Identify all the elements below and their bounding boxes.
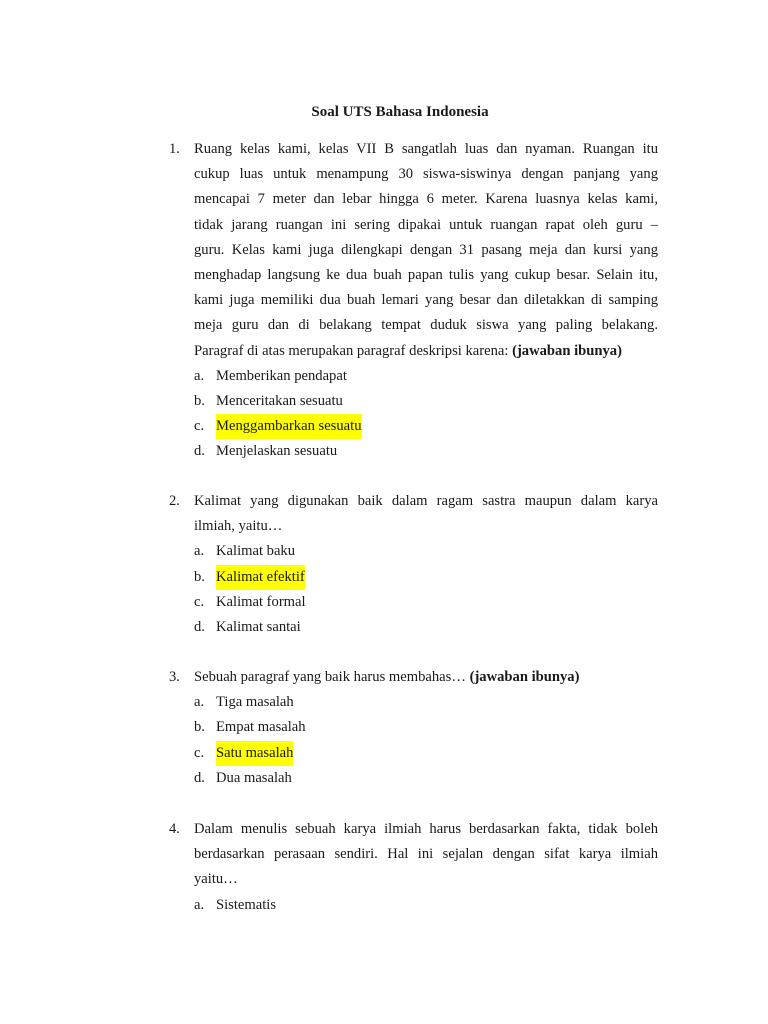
question-text <box>194 665 658 690</box>
option-text: Kalimat santai <box>216 618 301 635</box>
question-line: berdasarkan perasaan sendiri. Hal ini sejalan dengan sifat karya ilmiah <box>194 846 658 863</box>
question-3 <box>169 665 658 791</box>
option-letter: d. <box>194 443 205 460</box>
question-prompt-text: Sebuah paragraf yang baik harus membahas… <box>194 669 470 685</box>
question-line: guru. Kelas kami juga dilengkapi dengan 31 pasang meja dan kursi yang <box>194 241 658 258</box>
question-line: Dalam menulis sebuah karya ilmiah harus berdasarkan fakta, tidak boleh <box>194 821 658 837</box>
question-prompt: yaitu… <box>194 871 238 888</box>
option-c <box>194 414 658 439</box>
option-letter: a. <box>194 543 205 560</box>
option-a <box>194 690 658 715</box>
question-line: mencapai 7 meter dan lebar hingga 6 meter. Karena luasnya kelas kami, <box>194 191 658 208</box>
option-text: Empat masalah <box>216 719 306 736</box>
question-2 <box>169 489 658 640</box>
option-b <box>194 715 658 740</box>
question-line: tidak jarang ruangan ini sering dipakai untuk ruangan rapat oleh guru – <box>194 216 658 233</box>
question-number: 4. <box>169 821 180 837</box>
option-letter: a. <box>194 694 205 711</box>
option-c <box>194 741 658 766</box>
option-text: Kalimat baku <box>216 543 296 560</box>
option-d <box>194 615 658 640</box>
option-text-highlighted: Satu masalah <box>216 741 293 766</box>
question-4 <box>169 817 658 918</box>
question-prompt-text: Paragraf di atas merupakan paragraf deskripsi karena: <box>194 342 513 359</box>
document-title: Soal UTS Bahasa Indonesia <box>311 104 489 120</box>
question-number: 1. <box>169 141 180 157</box>
answer-note: (jawaban ibunya) <box>512 342 622 359</box>
question-line: menghadap langsung ke dua buah papan tulis yang cukup besar. Selain itu, <box>194 266 658 283</box>
question-line: kami juga memiliki dua buah lemari yang besar dan diletakkan di samping <box>194 292 658 309</box>
question-text <box>194 817 658 893</box>
option-letter: c. <box>194 744 205 761</box>
option-letter: a. <box>194 367 205 384</box>
option-d <box>194 766 658 791</box>
option-a <box>194 364 658 389</box>
option-list <box>169 539 658 640</box>
question-line: meja guru dan di belakang tempat duduk siswa yang paling belakang. <box>194 317 658 334</box>
question-prompt: ilmiah, yaitu… <box>194 518 283 535</box>
option-letter: c. <box>194 593 205 610</box>
option-list <box>169 690 658 791</box>
option-letter: d. <box>194 769 205 786</box>
option-text-highlighted: Menggambarkan sesuatu <box>216 414 362 439</box>
answer-note: (jawaban ibunya) <box>469 669 580 685</box>
option-text-highlighted: Kalimat efektif <box>216 565 305 590</box>
option-letter: b. <box>194 568 205 585</box>
option-text: Kalimat formal <box>216 593 306 610</box>
question-line: Kalimat yang digunakan baik dalam ragam sastra maupun dalam karya <box>194 493 658 509</box>
option-letter: b. <box>194 719 205 736</box>
option-list <box>169 893 658 918</box>
question-text <box>194 137 658 364</box>
option-text: Sistematis <box>216 896 276 913</box>
option-letter: a. <box>194 896 205 913</box>
option-letter: d. <box>194 618 205 635</box>
option-letter: b. <box>194 392 205 409</box>
option-a <box>194 893 658 918</box>
option-text: Menceritakan sesuatu <box>216 392 343 409</box>
option-b <box>194 565 658 590</box>
option-b <box>194 389 658 414</box>
question-number: 3. <box>169 669 180 685</box>
question-number: 2. <box>169 493 180 509</box>
question-text <box>194 489 658 539</box>
question-prompt <box>194 665 658 690</box>
question-1 <box>169 137 658 464</box>
option-text: Menjelaskan sesuatu <box>216 443 338 460</box>
option-text: Dua masalah <box>216 769 292 786</box>
option-text: Tiga masalah <box>216 694 294 711</box>
question-line: cukup luas untuk menampung 30 siswa-siswinya dengan panjang yang <box>194 166 658 183</box>
question-line: Ruang kelas kami, kelas VII B sangatlah luas dan nyaman. Ruangan itu <box>194 141 658 157</box>
option-text: Memberikan pendapat <box>216 367 347 384</box>
option-letter: c. <box>194 418 205 435</box>
option-list <box>169 364 658 465</box>
question-prompt <box>194 339 658 364</box>
option-d <box>194 439 658 464</box>
option-c <box>194 590 658 615</box>
option-a <box>194 539 658 564</box>
